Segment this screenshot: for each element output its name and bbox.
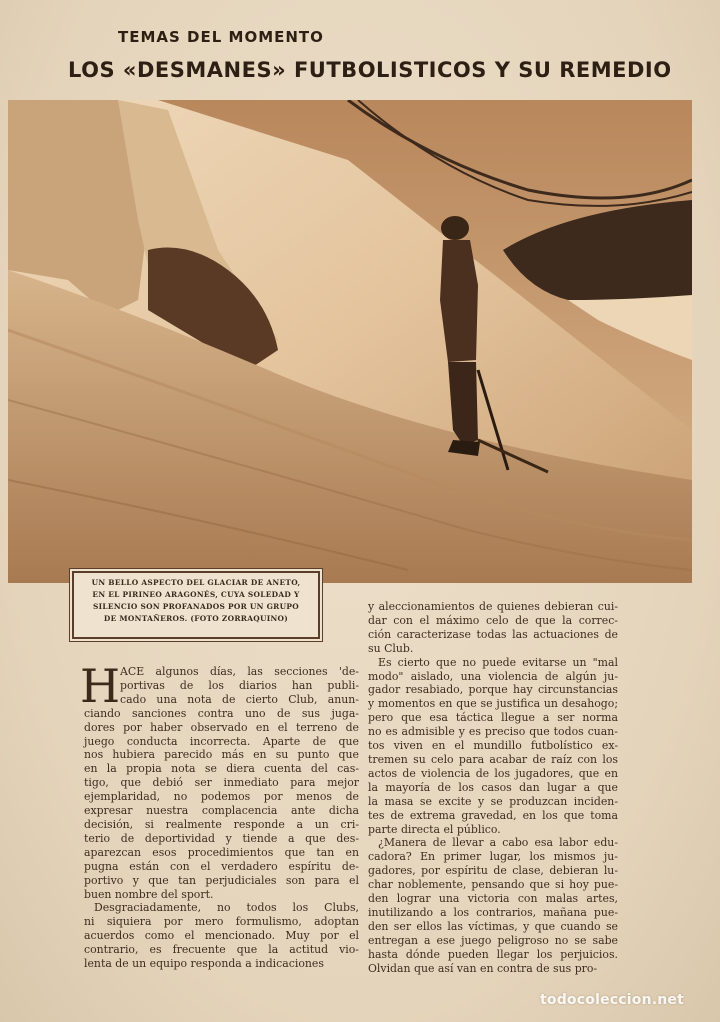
text-line: terio de deportividad y tiende a que des-	[84, 831, 359, 845]
text-line: hasta dónde pueden llegar los perjuicios.	[368, 947, 618, 961]
text-line: buen nombre del sport.	[84, 887, 214, 901]
text-line: decisión, si realmente responde a un cri-	[84, 817, 359, 831]
text-line: dar con el máximo celo de que la correc-	[368, 613, 618, 627]
caption-line: UN BELLO ASPECTO DEL GLACIAR DE ANETO,	[91, 578, 301, 587]
text-line: cadora? En primer lugar, los mismos ju-	[368, 850, 618, 864]
text-line: den lograr una victoria con malas artes,	[368, 892, 618, 906]
text-line: actos de violencia de los jugadores, que en	[368, 766, 618, 780]
caption-line: DE MONTAÑEROS. (FOTO ZORRAQUINO)	[103, 614, 289, 623]
text-line: ni siquiera por mero formulismo, adoptan	[84, 915, 359, 929]
text-line: ejemplaridad, no podemos por menos de	[84, 790, 359, 804]
text-line: entregan a ese juego peligroso no se sabe	[368, 933, 618, 947]
text-line: ¿Manera de llevar a cabo esa labor edu-	[378, 836, 618, 850]
text-line: contrario, es frecuente que la actitud vio-	[84, 943, 359, 957]
text-line: ciando sanciones contra uno de sus juga-	[84, 706, 359, 720]
text-line: modo" aislado, una violencia de algún ju-	[368, 669, 618, 683]
text-line: expresar nuestra complacencia ante dicha	[84, 804, 359, 818]
text-line: ción caracterizase todas las actuaciones de	[368, 627, 618, 641]
text-line: cado una nota de cierto Club, anun-	[120, 692, 359, 706]
text-line: acuerdos como el mencionado. Muy por el	[84, 929, 359, 943]
text-line: pero que esa táctica llegue a ser norma	[368, 711, 618, 725]
text-line: gadores, por espíritu de clase, debieran lu-	[368, 864, 618, 878]
text-line: Olvidan que así van en contra de sus pro-	[368, 961, 598, 975]
text-line: y momentos en que se justifica un desahogo;	[368, 697, 618, 711]
text-line: gador resabiado, porque hay circunstancias	[368, 683, 618, 697]
text-line: lenta de un equipo responda a indicaciones	[84, 957, 324, 971]
drop-cap: H	[80, 659, 121, 713]
text-line: parte directa el público.	[368, 822, 501, 836]
watermark: todocoleccion.net	[540, 992, 685, 1008]
text-line: juego conducta incorrecta. Aparte de que	[84, 734, 359, 748]
text-line: inutilizando a los contrarios, mañana pue-	[368, 905, 618, 919]
text-line: y aleccionamientos de quienes debieran cui-	[368, 600, 618, 613]
text-line: su Club.	[368, 641, 414, 655]
caption-line: EN EL PIRINEO ARAGONÉS, CUYA SOLEDAD Y	[92, 590, 300, 599]
text-line: portivas de los diarios han publi-	[120, 678, 359, 692]
text-line: tes de extrema gravedad, en los que toma	[368, 808, 618, 822]
text-line: nos hubiera parecido más en su punto que	[84, 748, 359, 762]
text-line: portivo y que tan perjudiciales son para el	[84, 873, 359, 887]
text-line: den ser ellos las víctimas, y que cuando se	[368, 919, 618, 933]
text-line: Es cierto que no puede evitarse un "mal	[378, 655, 618, 669]
text-line: la masa se excite y se produzcan inciden-	[368, 794, 618, 808]
text-line: pugna están con el verdadero espíritu de-	[84, 859, 359, 873]
text-line: tigo, que debió ser inmediato para mejor	[84, 776, 359, 790]
text-line: char noblemente, pensando que si hoy pue-	[368, 878, 618, 892]
text-line: tos viven en el mundillo futbolístico ex-	[368, 739, 618, 753]
text-line: en la propia nota se diera cuenta del cas-	[84, 762, 359, 776]
article-headline: LOS «DESMANES» FUTBOLISTICOS Y SU REMEDIO	[68, 58, 672, 82]
text-line: tremen su celo para acabar de raíz con los	[368, 752, 618, 766]
caption-line: SILENCIO SON PROFANADOS POR UN GRUPO	[93, 602, 299, 611]
text-line: ACE algunos días, las secciones 'de-	[120, 665, 359, 678]
article-column-right	[368, 600, 618, 975]
glacier-photo	[8, 100, 692, 583]
text-line: no es admisible y es preciso que todos cuan-	[368, 725, 618, 739]
section-label: TEMAS DEL MOMENTO	[118, 28, 324, 46]
article-column-left	[84, 665, 359, 971]
text-line: Desgraciadamente, no todos los Clubs,	[94, 901, 359, 915]
glacier-photo-image	[8, 100, 692, 583]
text-line: la mayoría de los casos dan lugar a que	[368, 780, 618, 794]
photo-caption	[72, 571, 320, 639]
text-line: aparezcan esos procedimientos que tan en	[84, 845, 359, 859]
text-line: dores por haber observado en el terreno de	[84, 720, 359, 734]
